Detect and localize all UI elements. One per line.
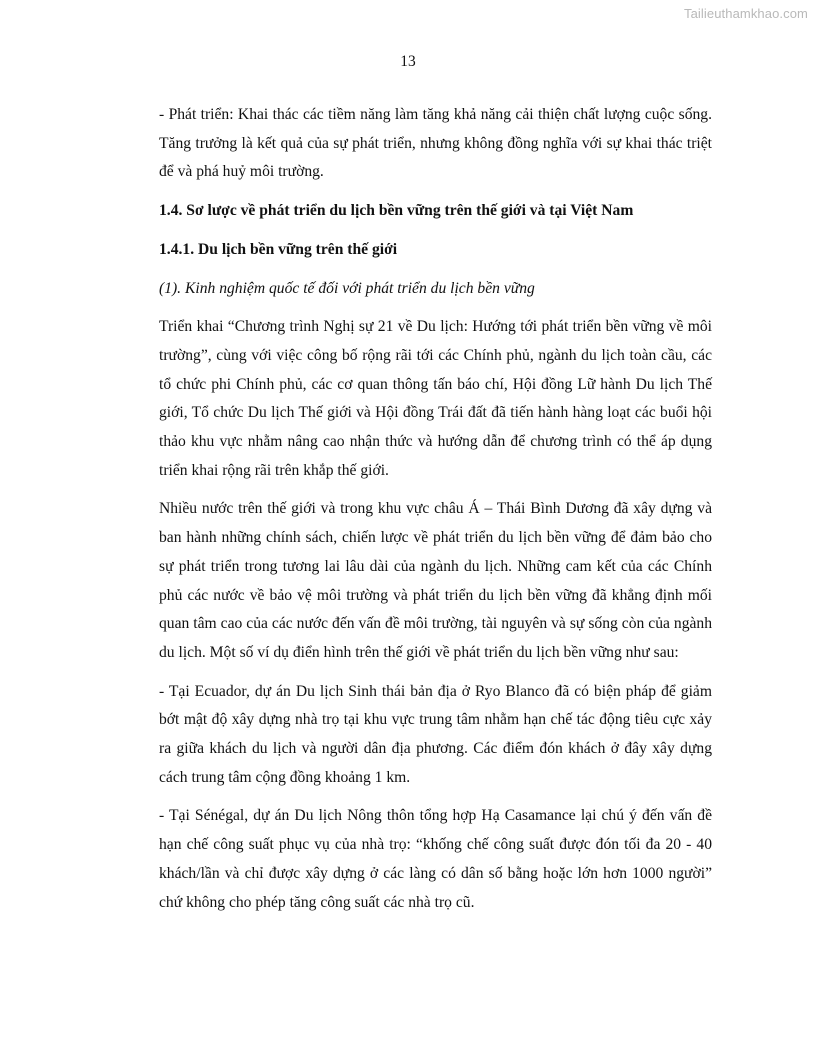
paragraph-ecuador-example: - Tại Ecuador, dự án Du lịch Sinh thái bản địa ở Ryo Blanco đã có biện pháp để giảm bớt mật độ xây dựng nhà trọ tại khu vực trung tâm nhằm hạn chế tác động tiêu cực xảy ra giữa khách du lịch và người dân địa phương. Các điểm đón khách ở đây xây dựng cách trung tâm cộng đồng khoảng 1 km. [159,682,712,786]
document-body [159,101,712,917]
watermark: Tailieuthamkhao.com [683,6,808,21]
section-heading-1-4: 1.4. Sơ lược về phát triển du lịch bền vững trên thế giới và tại Việt Nam [159,202,634,220]
subsection-heading-1-4-1: 1.4.1. Du lịch bền vững trên thế giới [159,240,398,258]
paragraph-agenda-21: Triển khai “Chương trình Nghị sự 21 về Du lịch: Hướng tới phát triển bền vững về môi trường”, cùng với việc công bố rộng rãi tới các Chính phủ, ngành du lịch toàn cầu, các tổ chức phi Chính phủ, các cơ quan thông tấn báo chí, Hội đồng Lữ hành Du lịch Thế giới, Tổ chức Du lịch Thế giới và Hội đồng Trái đất đã tiến hành hàng loạt các buổi hội thảo khu vực nhằm nâng cao nhận thức và hướng dẫn để chương trình có thể áp dụng triển khai rộng rãi trên khắp thế giới. [159,318,712,479]
sub-subsection-heading-international-experience: (1). Kinh nghiệm quốc tế đối với phát triển du lịch bền vững [159,279,535,297]
paragraph-development-definition: - Phát triển: Khai thác các tiềm năng làm tăng khả năng cải thiện chất lượng cuộc sống. Tăng trưởng là kết quả của sự phát triển, nhưng không đồng nghĩa với sự khai thác triệt để và phá huỷ môi trường. [159,106,712,181]
paragraph-asia-pacific-policies: Nhiều nước trên thế giới và trong khu vực châu Á – Thái Bình Dương đã xây dựng và ban hành những chính sách, chiến lược về phát triển du lịch bền vững để đảm bảo cho sự phát triển trong tương lai lâu dài của ngành du lịch. Những cam kết của các Chính phủ các nước về bảo vệ môi trường và phát triển du lịch bền vững đã khẳng định mối quan tâm cao của các nước đến vấn đề môi trường, tài nguyên và sự sống còn của ngành du lịch. Một số ví dụ điển hình trên thế giới về phát triển du lịch bền vững như sau: [159,500,712,661]
page-number: 13 [400,53,416,70]
paragraph-senegal-example: - Tại Sénégal, dự án Du lịch Nông thôn tổng hợp Hạ Casamance lại chú ý đến vấn đề hạn chế công suất phục vụ của nhà trọ: “khống chế công suất được đón tối đa 20 - 40 khách/lần và chỉ được xây dựng ở các làng có dân số bằng hoặc lớn hơn 1000 người” chứ không cho phép tăng công suất các nhà trọ cũ. [159,807,712,911]
